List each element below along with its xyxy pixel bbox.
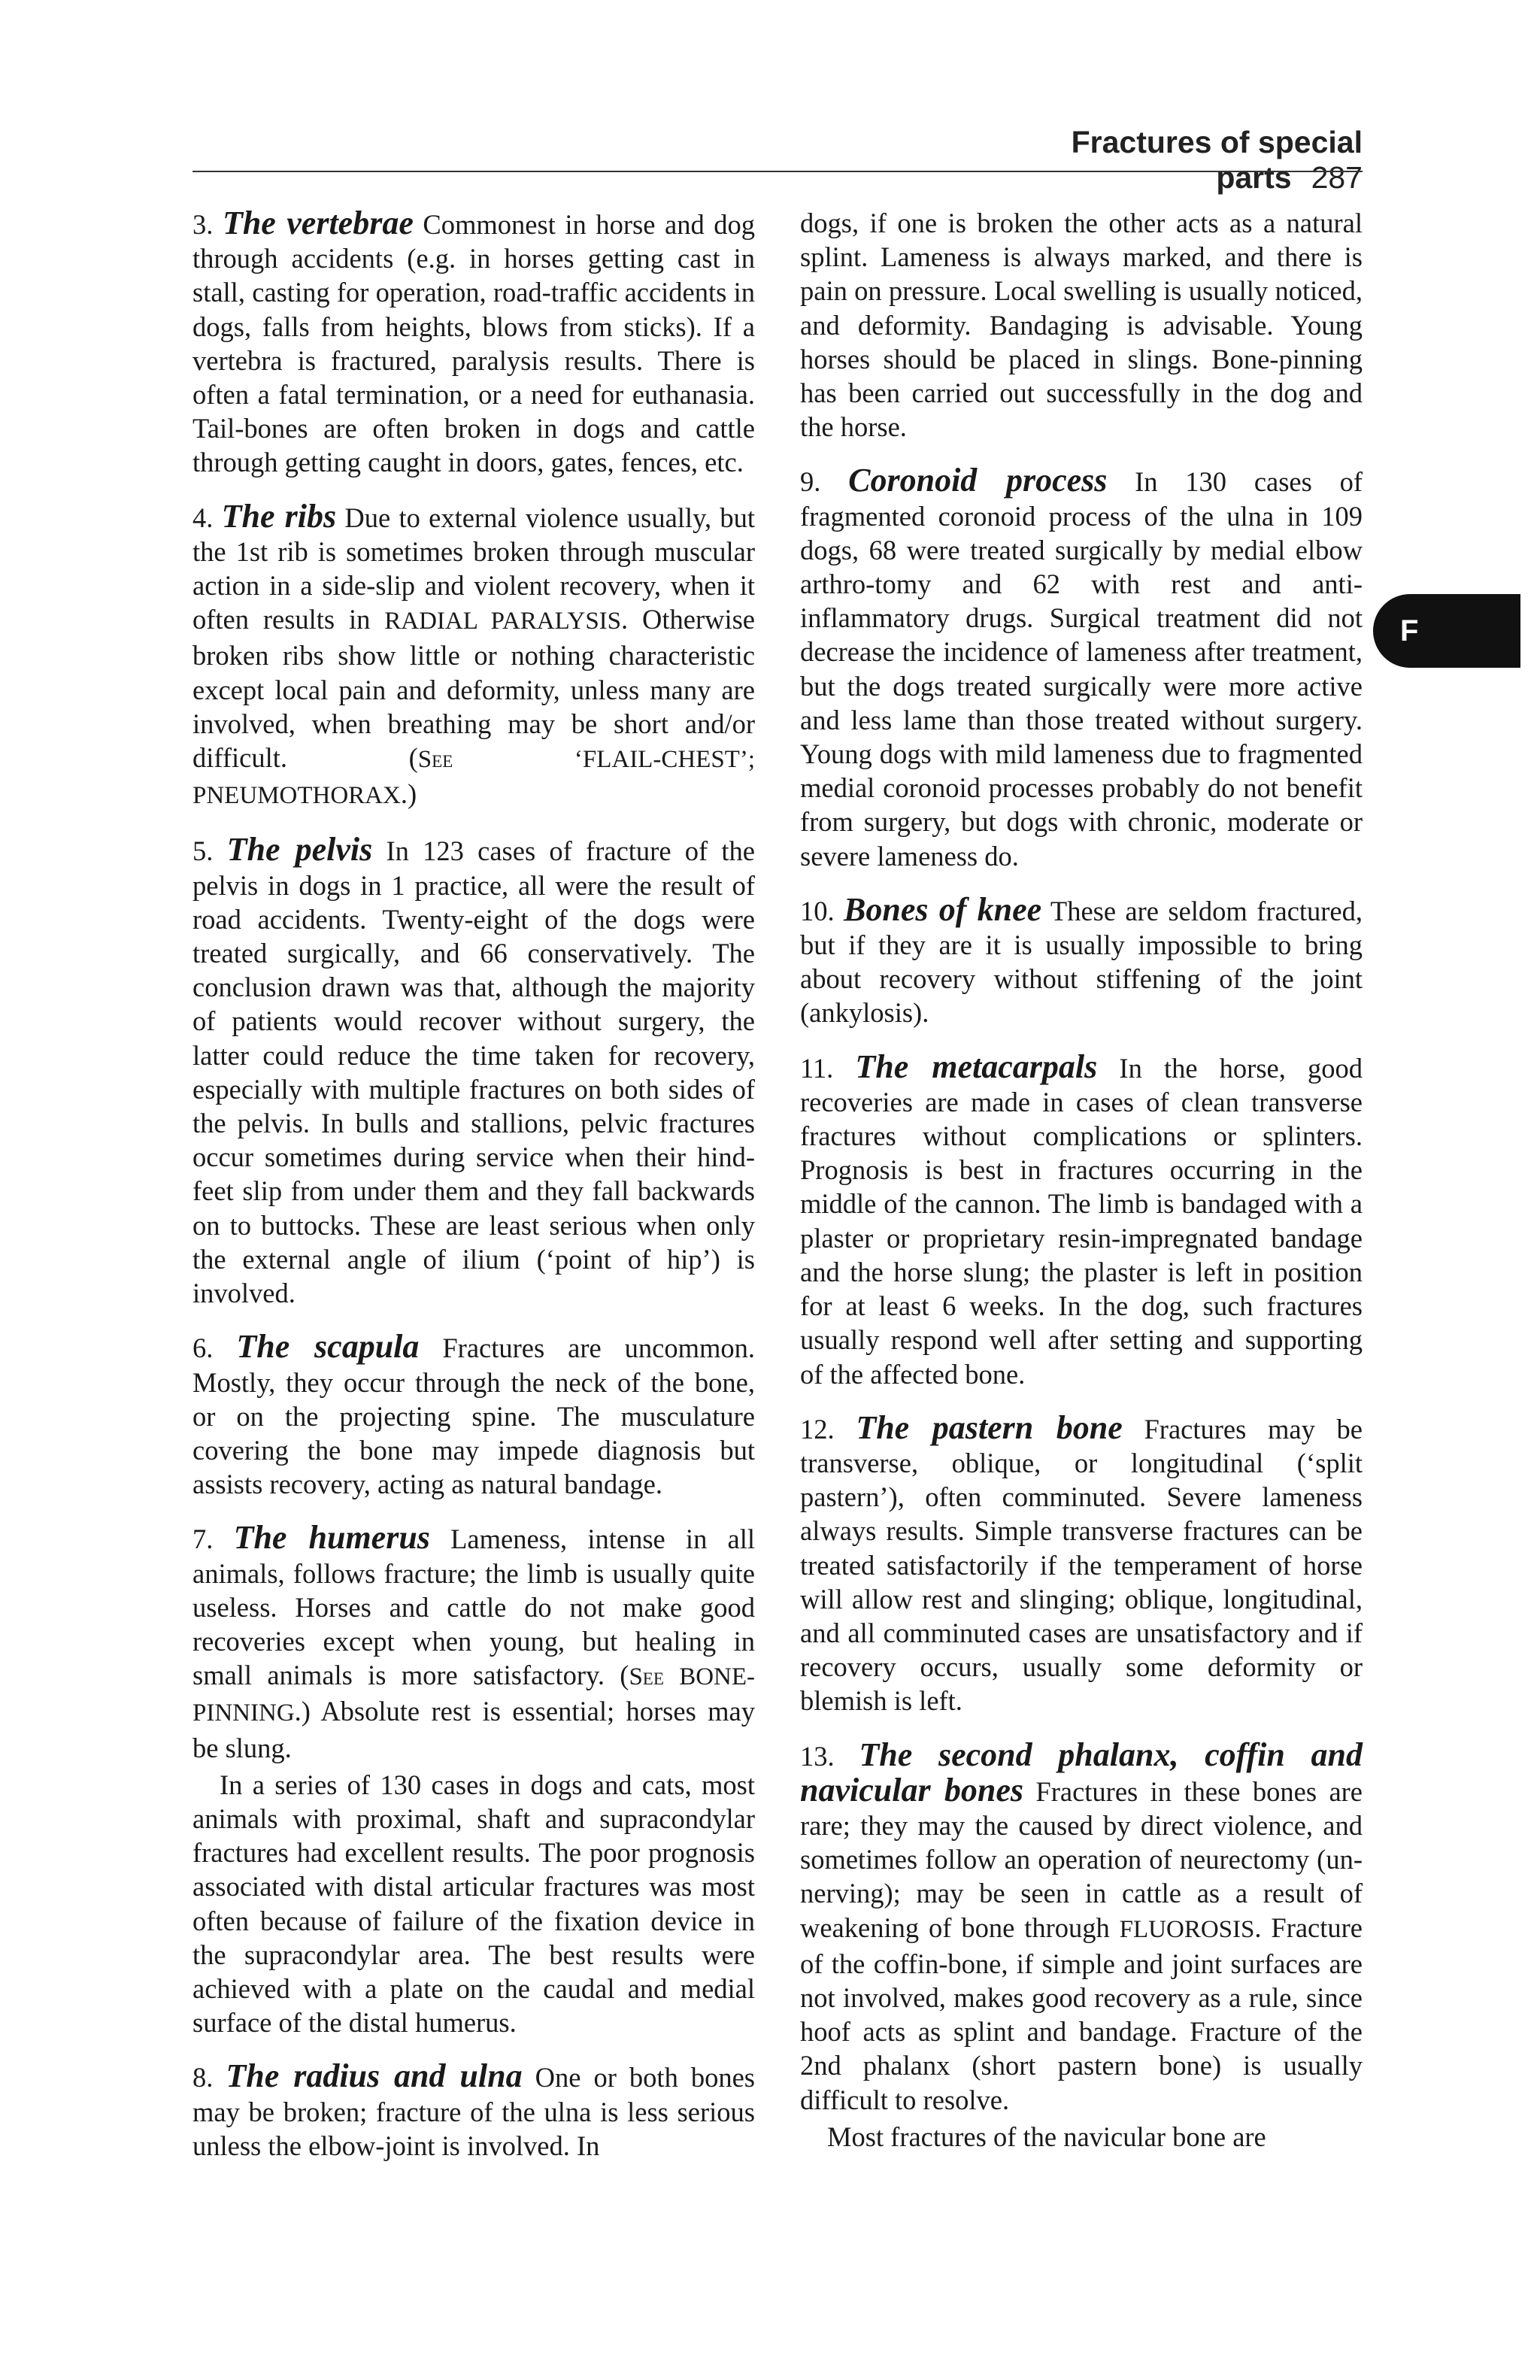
entry-heading: Bones of knee [844,890,1042,928]
entry-number: 4. [192,502,222,533]
entry-number: 13. [800,1740,859,1772]
cross-reference: BONE-PINNING [192,1663,756,1727]
entry-heading: The pastern bone [856,1408,1123,1446]
entry-heading: Coronoid process [848,462,1108,499]
entry-scapula [192,1329,755,1501]
entry-text: Lameness, intense in all animals, follows fracture; the limb is usually quite useless. Horses and cattle do not make good recoveries except when young, but healing in small animals is more satisfactory. ( [192,1524,755,1691]
left-column [192,206,755,2182]
entry-bones-of-knee [800,890,1363,1030]
entry-text: Fractures may be transverse, oblique, or longitudinal (‘split pastern’), often comminuted. Severe lameness always results. Simple transverse fractures can be treated satisfactorily if the temperament of horse will allow rest and slinging; oblique, longitudinal, and all comminuted cases are unsatisfactory and if recovery occurs, usually some deformity or blemish is left. [800,1413,1363,1717]
entry-humerus [192,1520,755,1764]
entry-heading: The second phalanx, coffin and navicular bones [800,1736,1363,1808]
entry-heading: The radius and ulna [226,2057,523,2095]
entry-text: These are seldom fractured, but if they are it is usually impossible to bring about recovery without stiffening of the joint (ankylosis). [800,895,1363,1029]
entry-text: In the horse, good recoveries are made in cases of clean transverse fractures without complications or splinters. Prognosis is best in fractures occurring in the middle of the cannon. The limb is bandaged with a plaster or proprietary resin-impregnated bandage and the horse slung; the plaster is left in position for at least 6 weeks. In the dog, such fractures usually respond well after setting and supporting of the affected bone. [800,1052,1363,1390]
entry-number: 10. [800,895,844,926]
running-head [917,125,1363,196]
entry-heading: The pelvis [226,831,373,869]
right-column [800,206,1363,2173]
entry-metacarpals [800,1050,1363,1391]
entry-radius-ulna [192,2059,755,2163]
entry-text: .) Absolute rest is essential; horses may be slung. [192,1696,755,1763]
header-rule [192,171,1363,172]
entry-coronoid-process [800,463,1363,872]
entry-text: One or both bones may be broken; fracture of the ulna is less serious unless the elbow-joint is involved. In [192,2062,756,2161]
cross-reference: ‘FLAIL-CHEST’; PNEUMOTHORAX [192,746,755,810]
entry-text: Fractures in these bones are rare; they may the caused by direct violence, and sometimes follow an operation of neurectomy (un-nerving); may be seen in cattle as a result of weakening of bone through [800,1775,1363,1943]
entry-heading: The scapula [236,1328,420,1366]
entry-text: . Otherwise broken ribs show little or nothing characteristic except local pain and deformity, unless many are involved, when breathing may be short and/or difficult. ( [192,604,755,774]
entry-heading: The humerus [233,1519,430,1557]
entry-text: Commonest in horse and dog through accidents (e.g. in horses getting cast in stall, casting for operation, road-traffic accidents in dogs, falls from heights, blows from sticks). If a vertebra is fractured, paralysis results. There is often a fatal termination, or a need for euthanasia. Tail-bones are often broken in dogs and cattle through getting caught in doors, gates, fences, etc. [192,209,756,478]
entry-number: 9. [800,466,849,498]
entry-humerus-continued: In a series of 130 cases in dogs and cats, most animals with proximal, shaft and supracondylar fractures had excellent results. The poor prognosis associated with distal articular fractures was most often because of failure of the fixation device in the supracondylar area. The best results were achieved with a plate on the caudal and medial surface of the distal humerus. [192,1769,755,2039]
entry-pelvis [192,832,755,1310]
entry-heading: The vertebrae [222,205,414,241]
entry-number: 5. [192,835,227,867]
entry-heading: The ribs [221,497,337,535]
entry-number: 12. [800,1413,856,1445]
entry-heading: The metacarpals [855,1048,1098,1085]
entry-text: Due to external violence usually, but the 1st rib is sometimes broken through muscular action in a side-slip and violent recovery, when it often results in [192,502,755,635]
entry-text: . Fracture of the coffin-bone, if simple and joint surfaces are not involved, makes good recovery as a rule, since hoof acts as splint and bandage. Fracture of the 2nd phalanx (short pastern bone) is usually difficult to resolve. [800,1912,1363,2115]
entry-number: 3. [192,209,223,240]
running-head-title: Fractures of special parts [1071,125,1363,195]
page-number: 287 [1311,160,1363,195]
entry-number: 11. [800,1052,856,1084]
entry-text: In 123 cases of fracture of the pelvis in dogs in 1 practice, all were the result of road accidents. Twenty-eight of the dogs were treated surgically, and 66 conservatively. The conclusion drawn was that, although the majority of patients would recover without surgery, the latter could reduce the time taken for recovery, especially with multiple fractures on both sides of the pelvis. In bulls and stallions, pelvic fractures occur sometimes during service when their hind-feet slip from under them and they fall backwards on to buttocks. These are least serious when only the external angle of ilium (‘point of hip’) is involved. [192,835,756,1309]
entry-vertebrae [192,206,755,480]
cross-reference: FLUOROSIS [1119,1915,1255,1943]
entry-second-phalanx-continued: Most fractures of the navicular bone are [827,2121,1266,2152]
entry-text: .) [400,778,417,810]
see-label: See [417,746,453,774]
see-label: See [629,1663,664,1691]
entry-radius-ulna-continued: dogs, if one is broken the other acts as a natural splint. Lameness is always marked, and there is pain on pressure. Local swelling is usually noticed, and deformity. Bandaging is advisable. Young horses should be placed in slings. Bone-pinning has been carried out successfully in the dog and the horse. [800,208,1363,443]
entry-number: 7. [192,1524,234,1555]
entry-text: Fractures are uncommon. Mostly, they occur through the neck of the bone, or on the projecting spine. The musculature covering the bone may impede diagnosis but assists recovery, acting as natural bandage. [192,1332,756,1500]
cross-reference: RADIAL PARALYSIS [384,608,622,635]
entry-number: 8. [192,2062,226,2093]
entry-pastern-bone [800,1408,1363,1718]
entry-ribs [192,499,755,814]
entry-text: In 130 cases of fragmented coronoid process of the ulna in 109 dogs, 68 were treated surgically by medial elbow arthro-tomy and 62 with rest and anti-inflammatory drugs. Surgical treatment did not decrease the incidence of lameness after treatment, but the dogs treated surgically were more active and less lame than those treated without surgery. Young dogs with mild lameness due to fragmented medial coronoid processes probably do not benefit from surgery, but dogs with chronic, moderate or severe lameness do. [800,466,1363,872]
thumb-index-letter: F [1400,614,1419,647]
entry-second-phalanx [800,1738,1363,2117]
entry-number: 6. [192,1332,237,1364]
thumb-index-tab [1373,594,1520,668]
